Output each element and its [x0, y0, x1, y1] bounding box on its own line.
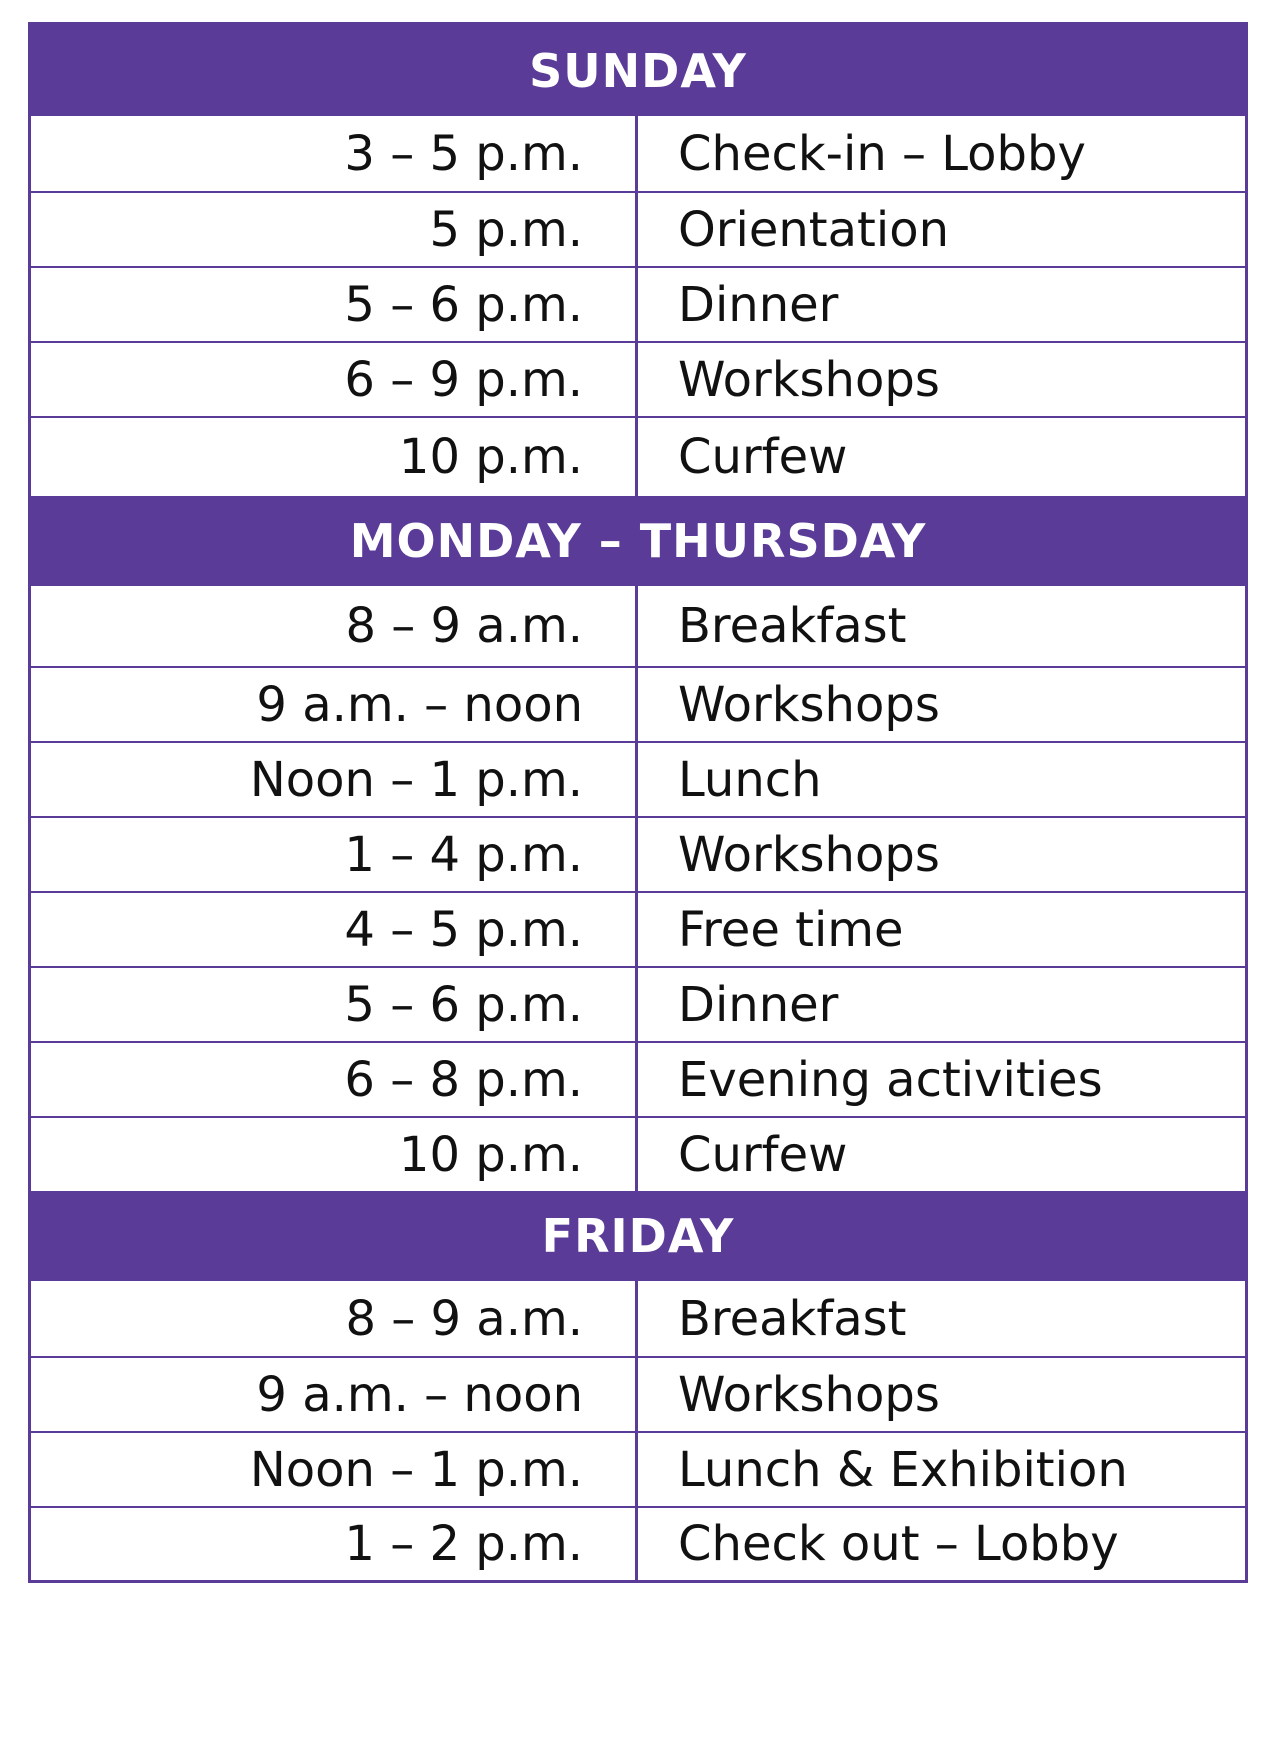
time-cell: 3 – 5 p.m. [31, 116, 638, 191]
activity-cell: Breakfast [678, 1290, 907, 1347]
time-cell: Noon – 1 p.m. [31, 743, 638, 816]
section-header-friday: FRIDAY [31, 1191, 1245, 1281]
time-cell: Noon – 1 p.m. [31, 1433, 638, 1506]
section-header-sunday: SUNDAY [31, 25, 1245, 116]
activity-cell: Curfew [678, 429, 848, 485]
activity-cell: Check out – Lobby [678, 1516, 1119, 1572]
table-row [31, 966, 1245, 1041]
table-row [31, 816, 1245, 891]
table-row [31, 341, 1245, 416]
activity-cell: Free time [678, 901, 904, 958]
table-row [31, 1356, 1245, 1431]
time-cell: 5 p.m. [31, 193, 638, 266]
section-header-monday-thursday: MONDAY – THURSDAY [31, 496, 1245, 586]
table-row [31, 1431, 1245, 1506]
activity-cell: Breakfast [678, 598, 907, 654]
activity-cell: Curfew [678, 1126, 848, 1183]
table-row [31, 741, 1245, 816]
activity-cell: Workshops [678, 351, 940, 408]
table-row [31, 416, 1245, 496]
activity-cell: Lunch & Exhibition [678, 1441, 1128, 1498]
table-row [31, 191, 1245, 266]
time-cell: 5 – 6 p.m. [31, 968, 638, 1041]
time-cell: 6 – 8 p.m. [31, 1043, 638, 1116]
table-row [31, 586, 1245, 666]
time-cell: 8 – 9 a.m. [31, 1281, 638, 1356]
table-row [31, 1506, 1245, 1580]
time-cell: 9 a.m. – noon [31, 668, 638, 741]
activity-cell: Workshops [678, 826, 940, 883]
time-cell: 10 p.m. [31, 1118, 638, 1191]
time-cell: 4 – 5 p.m. [31, 893, 638, 966]
activity-cell: Orientation [678, 201, 949, 258]
table-row [31, 266, 1245, 341]
table-row [31, 1116, 1245, 1191]
table-row [31, 891, 1245, 966]
table-row [31, 666, 1245, 741]
time-cell: 9 a.m. – noon [31, 1358, 638, 1431]
table-row [31, 1041, 1245, 1116]
time-cell: 10 p.m. [31, 418, 638, 496]
schedule-table [28, 22, 1248, 1583]
activity-cell: Dinner [678, 276, 839, 333]
activity-cell: Workshops [678, 1366, 940, 1423]
activity-cell: Lunch [678, 751, 822, 808]
activity-cell: Check-in – Lobby [678, 125, 1086, 182]
table-row [31, 1281, 1245, 1356]
time-cell: 5 – 6 p.m. [31, 268, 638, 341]
time-cell: 1 – 2 p.m. [31, 1508, 638, 1580]
table-row [31, 116, 1245, 191]
time-cell: 8 – 9 a.m. [31, 586, 638, 666]
activity-cell: Workshops [678, 676, 940, 733]
activity-cell: Evening activities [678, 1051, 1103, 1108]
time-cell: 6 – 9 p.m. [31, 343, 638, 416]
activity-cell: Dinner [678, 976, 839, 1033]
time-cell: 1 – 4 p.m. [31, 818, 638, 891]
